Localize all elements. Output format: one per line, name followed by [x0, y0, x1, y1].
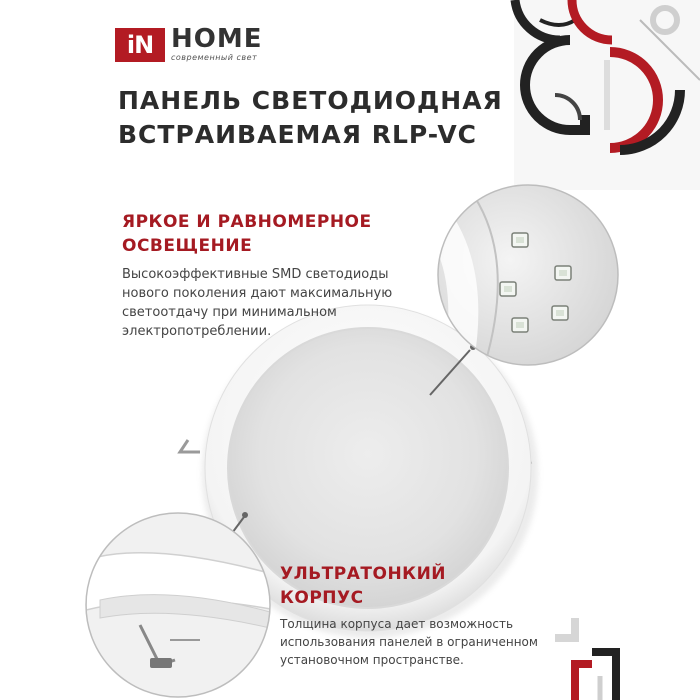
feature-text-line: светоотдачу при минимальном	[122, 305, 337, 320]
feature-text-lighting	[122, 265, 392, 341]
title-line: ПАНЕЛЬ СВЕТОДИОДНАЯ	[118, 86, 503, 115]
feature-heading-lighting	[122, 210, 372, 258]
feature-text-line: нового поколения дают максимальную	[122, 286, 393, 301]
feature-heading-line: ОСВЕЩЕНИЕ	[122, 236, 253, 256]
logo-tagline: современный свет	[171, 53, 258, 62]
feature-text-line: электропотреблении.	[122, 324, 272, 339]
title-line: ВСТРАИВАЕМАЯ RLP-VC	[118, 120, 478, 149]
feature-heading-line: КОРПУС	[280, 588, 364, 608]
logo-box: iN	[115, 28, 165, 62]
page-title	[118, 84, 568, 152]
corner-bracket-decor	[555, 618, 616, 700]
feature-heading-slim	[280, 562, 446, 610]
logo-word: HOME	[171, 24, 263, 54]
smd-led-closeup	[430, 180, 630, 395]
feature-text-line: установочном пространстве.	[280, 653, 464, 667]
feature-text-line: использования панелей в ограниченном	[280, 635, 538, 649]
feature-heading-line: ЯРКОЕ И РАВНОМЕРНОЕ	[122, 212, 372, 232]
feature-text-line: Высокоэффективные SMD светодиоды	[122, 267, 389, 282]
brand-logo	[115, 24, 263, 62]
feature-text-slim	[280, 615, 538, 669]
feature-text-line: Толщина корпуса дает возможность	[280, 617, 514, 631]
feature-heading-line: УЛЬТРАТОНКИЙ	[280, 564, 447, 584]
